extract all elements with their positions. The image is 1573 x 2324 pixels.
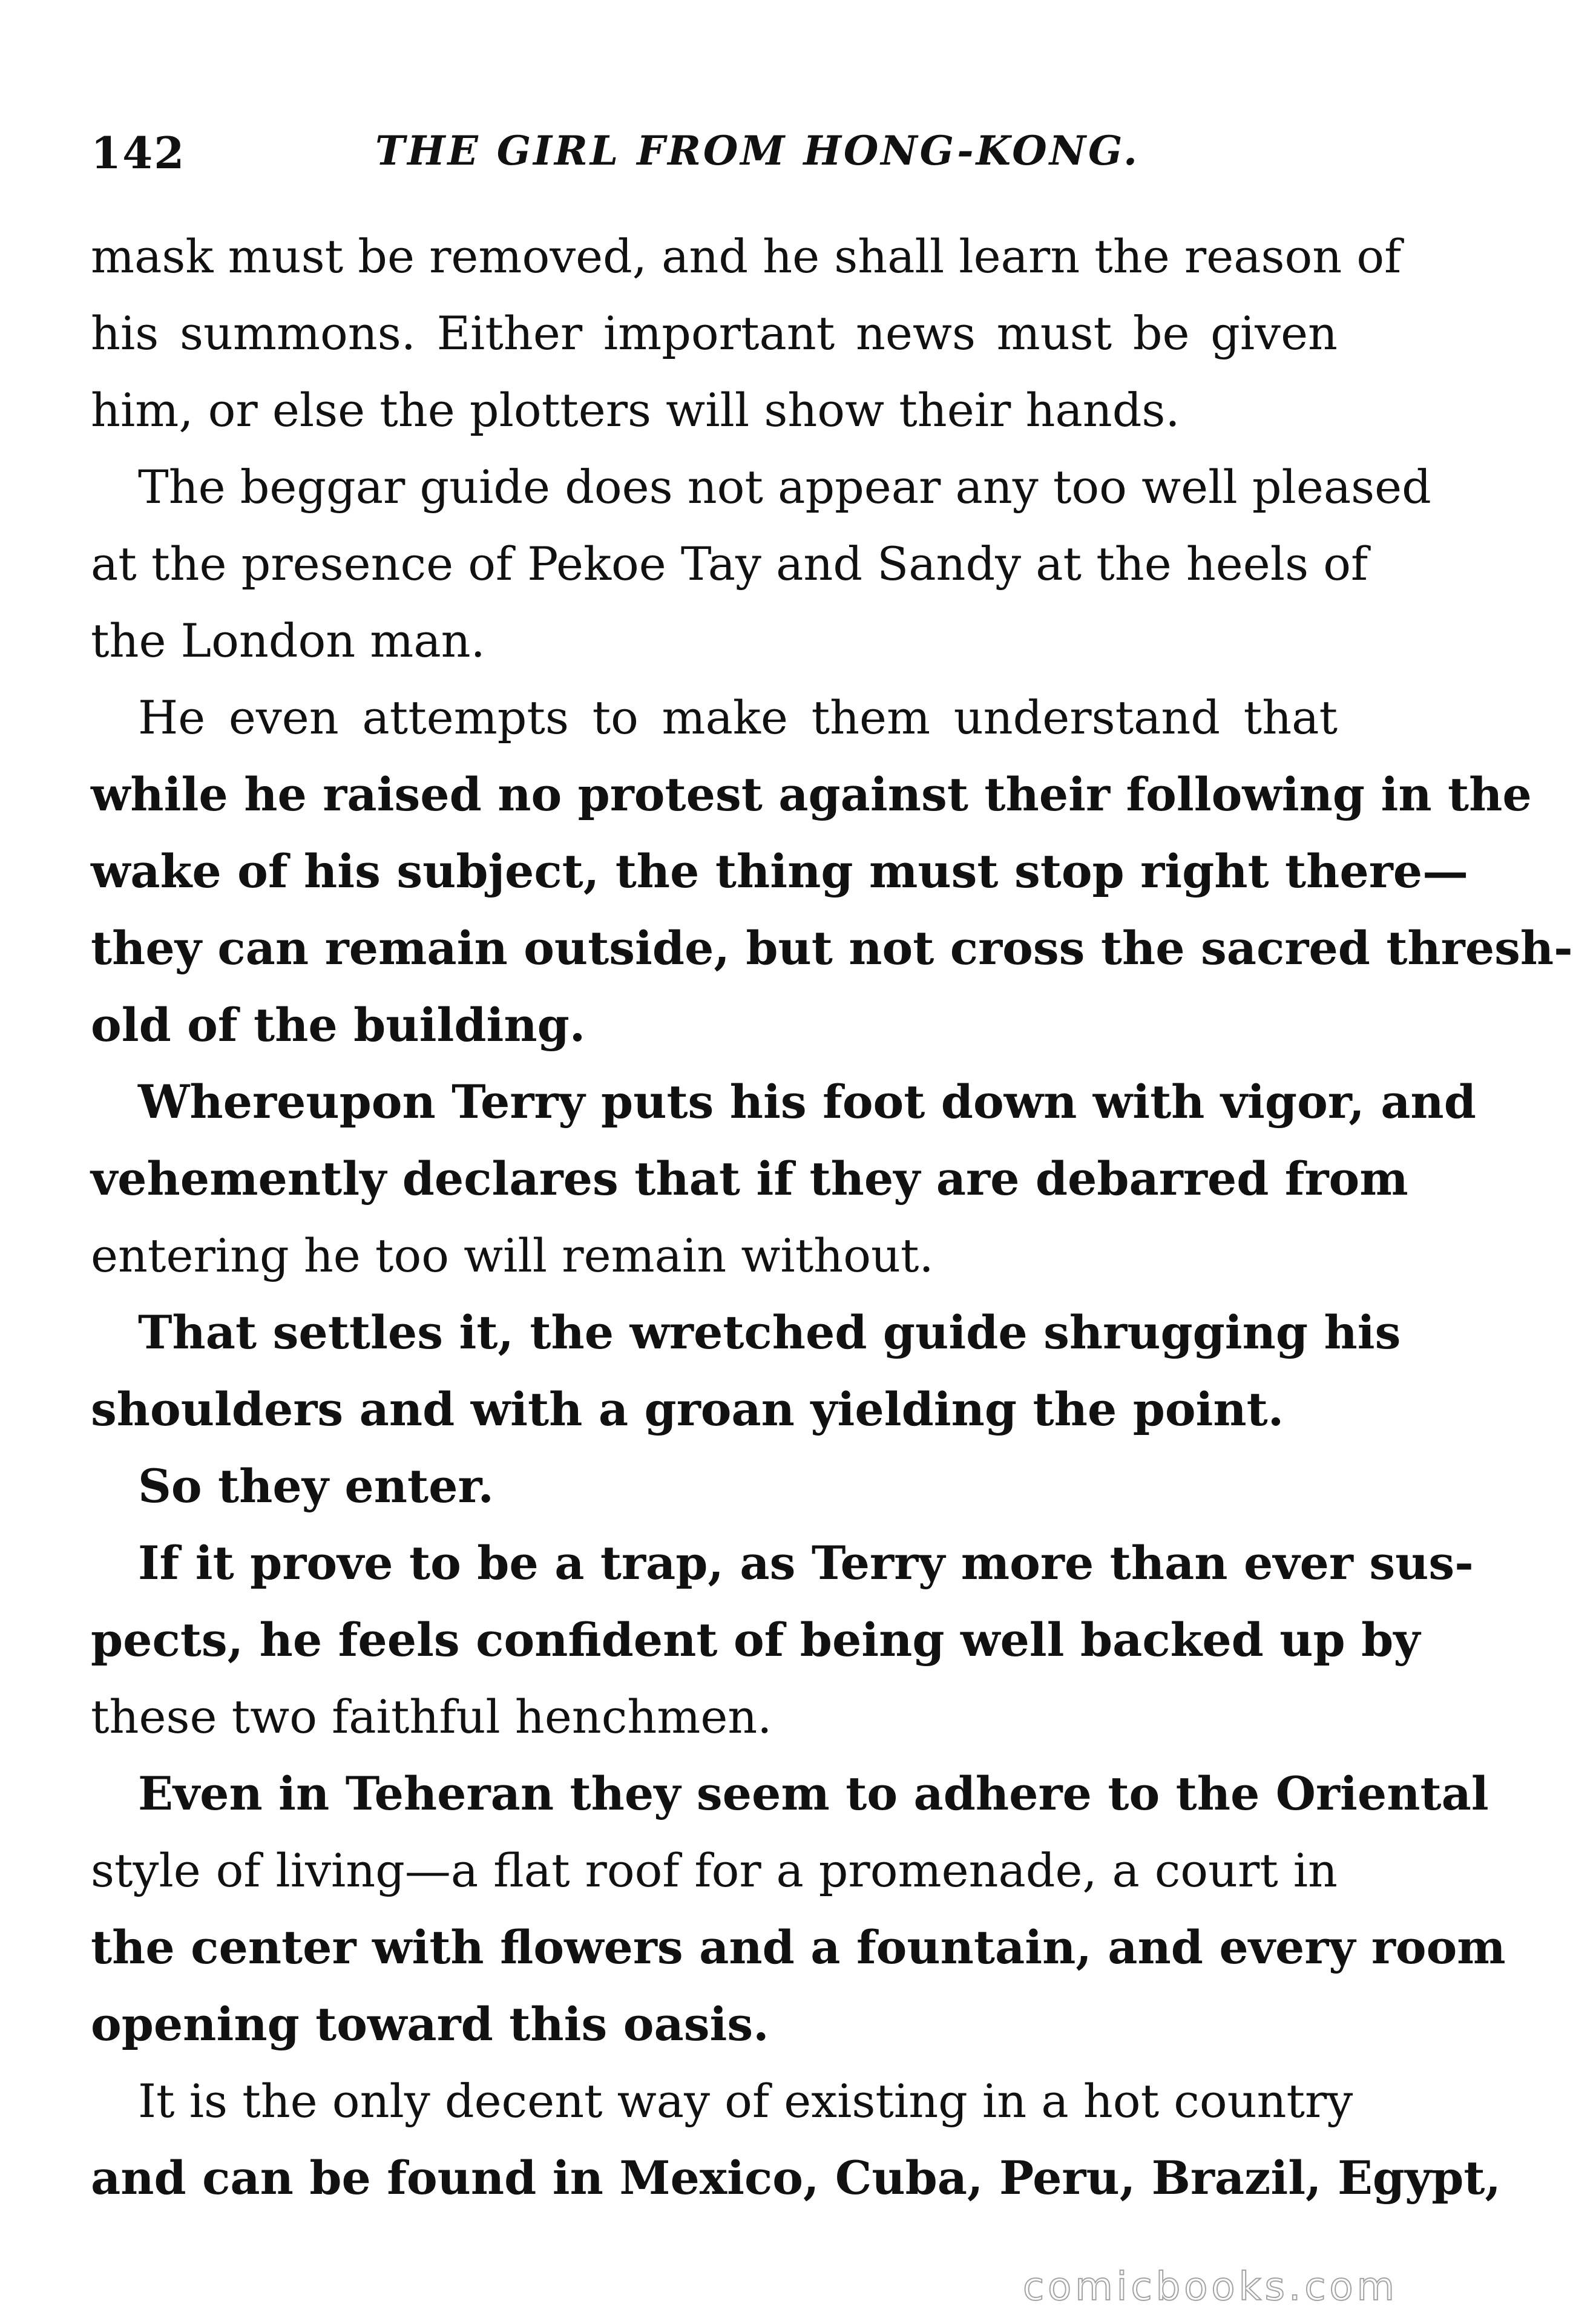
text-line: Even in Teheran they seem to adhere to the Oriental [138, 1767, 1489, 1820]
watermark: comicbooks.com [1022, 2265, 1398, 2309]
page-number: 142 [91, 127, 186, 179]
text-line: his summons. Either important news must be given [91, 306, 1338, 360]
text-line: him, or else the plotters will show their hands. [91, 383, 1180, 437]
text-line: while he raised no protest against their following in the [91, 767, 1532, 821]
text-line: shoulders and with a groan yielding the point. [91, 1382, 1284, 1436]
body-text [91, 218, 1573, 2216]
text-line: So they enter. [138, 1459, 494, 1513]
text-line: That settles it, the wretched guide shrugging his [138, 1305, 1401, 1359]
text-line: It is the only decent way of existing in a hot country [138, 2074, 1353, 2128]
text-line: they can remain outside, but not cross the sacred thresh- [91, 921, 1573, 975]
text-line: these two faithful henchmen. [91, 1690, 772, 1744]
running-title: THE GIRL FROM HONG-KONG. [375, 127, 1140, 174]
running-head [91, 127, 1319, 200]
text-line: He even attempts to make them understand that [138, 691, 1338, 744]
text-line: If it prove to be a trap, as Terry more than ever sus- [138, 1536, 1474, 1590]
text-line: and can be found in Mexico, Cuba, Peru, Brazil, Egypt, [91, 2151, 1501, 2205]
text-line: vehemently declares that if they are debarred from [91, 1152, 1408, 1206]
text-line: the center with flowers and a fountain, and every room [91, 1920, 1506, 1974]
text-line: The beggar guide does not appear any too well pleased [138, 460, 1431, 514]
text-line: mask must be removed, and he shall learn the reason of [91, 229, 1402, 283]
text-line: Whereupon Terry puts his foot down with vigor, and [138, 1075, 1476, 1129]
text-line: pects, he feels confident of being well backed up by [91, 1613, 1420, 1667]
text-line: style of living—a flat roof for a promenade, a court in [91, 1843, 1338, 1897]
text-line: old of the building. [91, 998, 586, 1052]
text-line: at the presence of Pekoe Tay and Sandy at the heels of [91, 537, 1368, 591]
text-line: the London man. [91, 614, 485, 668]
text-line: wake of his subject, the thing must stop right there— [91, 844, 1469, 898]
text-line: opening toward this oasis. [91, 1997, 769, 2051]
text-line: entering he too will remain without. [91, 1229, 934, 1282]
